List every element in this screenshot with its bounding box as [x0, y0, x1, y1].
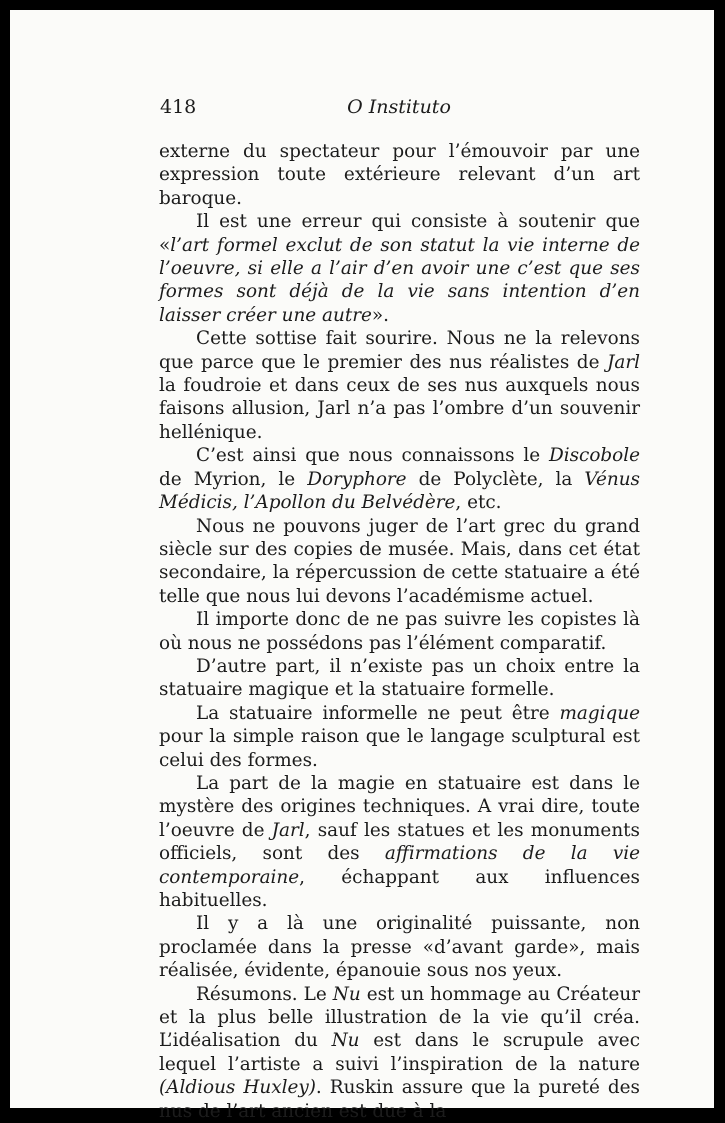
text-run: est un hommage au Créateur et la plus belle illustration de la vie qu’il créa. L’idéalisation du: [159, 983, 640, 1052]
italic-text: magique: [559, 702, 640, 724]
italic-text: l’art formel exclut de son statut la vie interne de l’oeuvre, si elle a l’air d’en avoir une c’est que ses formes sont déjà de la vie sans intention d’en laisser créer une autre: [159, 234, 640, 326]
italic-text: (Aldious Huxley): [159, 1077, 316, 1099]
paragraph: [159, 912, 640, 982]
italic-text: Discobole: [548, 445, 640, 467]
paragraph: [159, 702, 640, 772]
text-run: Il y a là une originalité puissante, non proclamée dans la presse «d’avant garde», mais réalisée, évidente, épanouie sous nos yeux.: [159, 913, 640, 982]
text-run: Il importe donc de ne pas suivre les copistes là où nous ne possédons pas l’élément comparatif.: [159, 609, 640, 654]
italic-text: Jarl: [271, 819, 305, 841]
italic-text: Vénus Médicis, l’Apollon du Belvédère: [159, 468, 640, 514]
text-run: La part de la magie en statuaire est dans le mystère des origines techniques. A vrai dire, toute l’oeuvre de: [159, 772, 640, 841]
text-run: externe du spectateur pour l’émouvoir par une expression toute extérieure relevant d’un art baroque.: [159, 141, 640, 209]
paragraph: [159, 608, 640, 655]
text-run: la foudroie et dans ceux de ses nus auxquels nous faisons allusion, Jarl n’a pas l’ombre d’un souvenir hellénique.: [159, 375, 640, 443]
italic-text: affirmations de la vie contemporaine: [159, 843, 640, 888]
page-number: 418: [160, 96, 197, 118]
italic-text: Jarl: [606, 351, 640, 373]
paragraph: [159, 140, 640, 210]
paragraph: [159, 327, 640, 444]
text-run: La statuaire informelle ne peut être: [196, 702, 560, 724]
text-run: de Polyclète, la: [406, 468, 585, 490]
paragraph: [159, 444, 640, 514]
text-run: Nous ne pouvons juger de l’art grec du grand siècle sur des copies de musée. Mais, dans cet état secondaire, la répercussion de cette statuaire a été telle que nous lui devons l’académisme actuel.: [159, 515, 640, 607]
paragraph: [159, 983, 640, 1123]
text-run: ».: [371, 304, 390, 326]
text-run: pour la simple raison que le langage sculptural est celui des formes.: [159, 726, 640, 771]
italic-text: Doryphore: [307, 468, 407, 490]
page-header: [160, 96, 638, 126]
text-run: de Myrion, le: [159, 468, 308, 490]
paragraph: [159, 515, 640, 609]
text-run: Il est une erreur qui consiste à soutenir que «: [159, 211, 640, 256]
paragraph: [159, 210, 640, 327]
text-run: , etc.: [455, 492, 502, 514]
text-run: . Ruskin assure que la pureté des nus de l’art ancien est due à la: [159, 1077, 640, 1122]
paragraph: [159, 772, 640, 912]
text-run: , sauf les statues et les monuments officiels, sont des: [159, 819, 640, 865]
italic-text: Nu: [332, 983, 361, 1005]
text-run: D’autre part, il n’existe pas un choix entre la statuaire magique et la statuaire formelle.: [159, 655, 640, 701]
text-run: est dans le scrupule avec lequel l’artiste a suivi l’inspiration de la nature: [159, 1030, 640, 1075]
italic-text: Nu: [331, 1030, 360, 1052]
text-run: C’est ainsi que nous connaissons le: [196, 445, 549, 467]
text-run: , échappant aux influences habituelles.: [159, 866, 640, 911]
body-text: [159, 140, 640, 1123]
running-title: O Instituto: [347, 96, 451, 118]
book-page: [10, 10, 714, 1122]
paragraph: [159, 655, 640, 702]
text-run: Cette sottise fait sourire. Nous ne la relevons que parce que le premier des nus réalistes de: [159, 328, 640, 373]
text-run: Résumons. Le: [196, 983, 333, 1005]
